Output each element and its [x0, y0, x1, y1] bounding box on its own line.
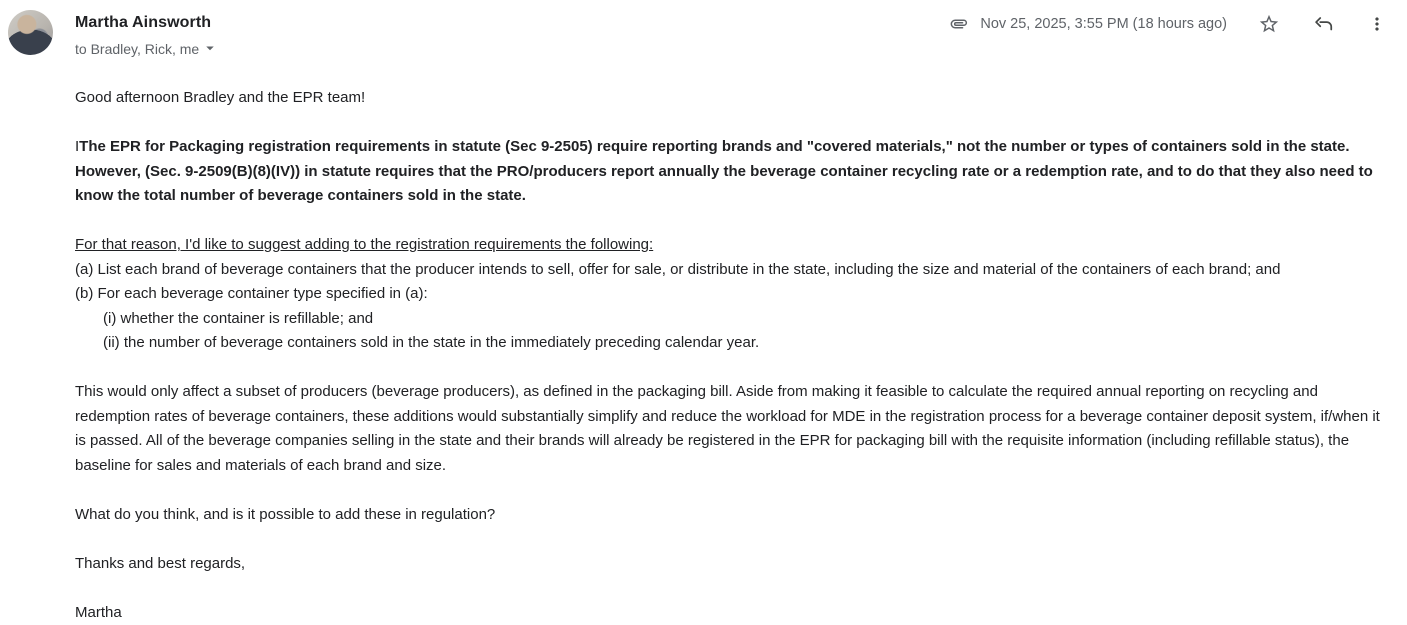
sender-name: Martha Ainsworth	[75, 12, 219, 34]
suggestion-item-b-i: (i) whether the container is refillable; and	[75, 307, 1387, 332]
email-header	[0, 0, 1407, 61]
recipients-text: to Bradley, Rick, me	[75, 40, 199, 58]
statute-paragraph	[75, 135, 1387, 209]
suggestion-block	[75, 233, 1387, 356]
rationale-paragraph: This would only affect a subset of producers (beverage producers), as defined in the packaging bill. Aside from making it feasible to calculate the required annual reporting on recycling and redemption rates of beverage containers, these additions would substantially simplify and reduce the workload for MDE in the registration process for a beverage container deposit system, if/when it is passed. All of the beverage companies selling in the state and their brands will already be registered in the EPR for packaging bill with the requisite information (including refillable status), the baseline for sales and materials of each brand and size.	[75, 380, 1387, 478]
signature: Martha	[75, 601, 1387, 625]
recipients-toggle[interactable]	[75, 37, 219, 61]
suggestion-item-b: (b) For each beverage container type specified in (a):	[75, 282, 1387, 307]
email-body	[75, 86, 1387, 625]
closing-paragraph: Thanks and best regards,	[75, 552, 1387, 577]
stray-prefix: I	[75, 138, 79, 155]
sender-block	[75, 10, 219, 61]
suggestion-item-a: (a) List each brand of beverage containers that the producer intends to sell, offer for sale, or distribute in the state, including the size and material of the containers of each brand; and	[75, 258, 1387, 283]
greeting-paragraph: Good afternoon Bradley and the EPR team!	[75, 86, 1387, 111]
statute-paragraph-bold-text: The EPR for Packaging registration requirements in statute (Sec 9-2505) require reporting brands and "covered materials," not the number or types of containers sold in the state. However, (Sec. 9-2509(B)(8)(IV)) in statute requires that the PRO/producers report annually the beverage container recycling rate or a redemption rate, and to do that they also need to know the total number of beverage containers sold in the state.	[75, 138, 1373, 204]
chevron-down-icon	[199, 37, 219, 61]
star-button[interactable]	[1257, 12, 1281, 36]
email-timestamp: Nov 25, 2025, 3:55 PM (18 hours ago)	[980, 16, 1227, 32]
reply-button[interactable]	[1311, 12, 1335, 36]
sender-avatar[interactable]	[8, 10, 53, 55]
more-vert-icon	[1367, 14, 1387, 34]
suggestion-item-b-ii: (ii) the number of beverage containers sold in the state in the immediately preceding calendar year.	[75, 331, 1387, 356]
suggestion-intro-underlined: For that reason, I'd like to suggest adding to the registration requirements the following:	[75, 233, 1387, 258]
paperclip-icon	[946, 12, 970, 36]
more-options-button[interactable]	[1365, 12, 1389, 36]
reply-arrow-icon	[1312, 13, 1334, 35]
question-paragraph: What do you think, and is it possible to add these in regulation?	[75, 503, 1387, 528]
header-actions	[946, 10, 1389, 38]
star-outline-icon	[1258, 13, 1280, 35]
